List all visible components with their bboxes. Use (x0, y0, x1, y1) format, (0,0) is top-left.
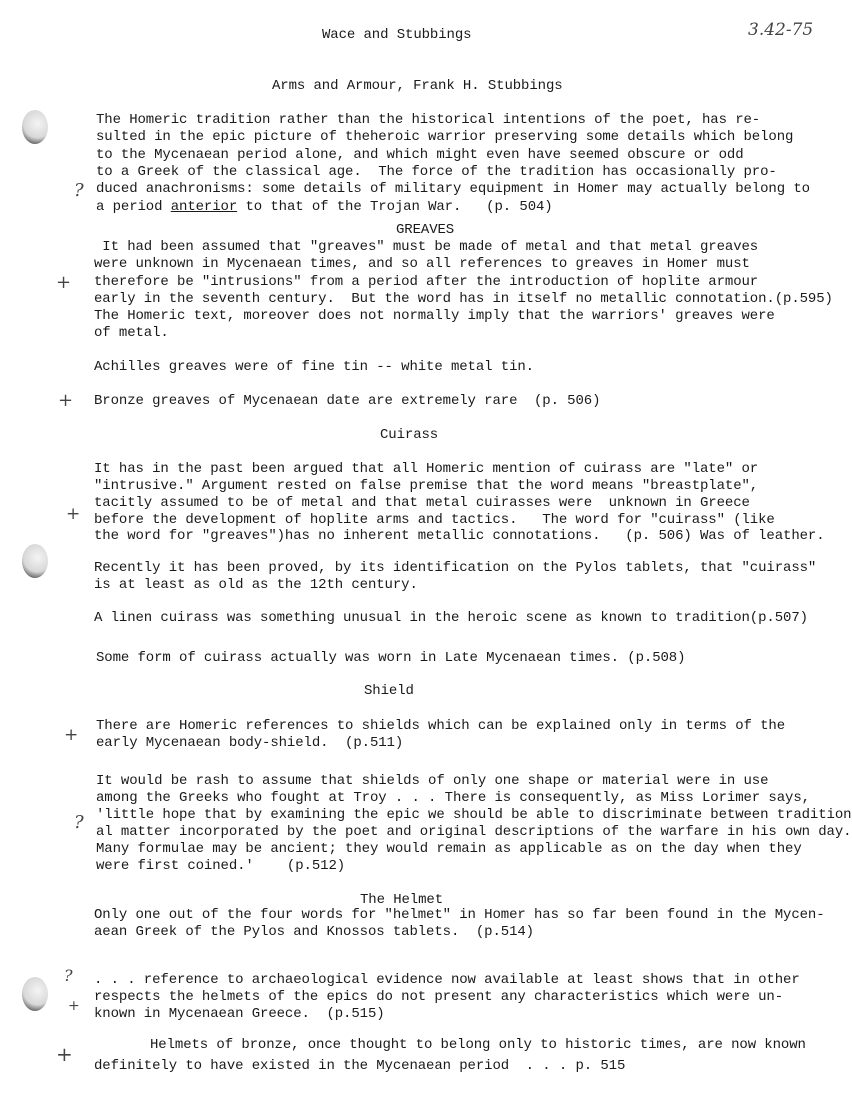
margin-plus-mark: + (66, 504, 81, 524)
section-heading-greaves: GREAVES (396, 222, 455, 238)
text-line: al matter incorporated by the poet and original descriptions of the warfare in his own day. (96, 824, 852, 840)
text-line: before the development of hoplite arms and tactics. The word for "cuirass" (like (94, 512, 775, 528)
text-line: Only one out of the four words for "helmet" in Homer has so far been found in the Mycen- (94, 907, 825, 923)
margin-plus-mark: + (56, 272, 72, 293)
text-line: . . . reference to archaeological evidence now available at least shows that in other (94, 972, 800, 988)
text-line: known in Mycenaean Greece. (p.515) (94, 1006, 385, 1022)
document-title: Arms and Armour, Frank H. Stubbings (272, 78, 563, 94)
text-line: The Homeric text, moreover does not normally imply that the warriors' greaves were (94, 308, 775, 324)
text-line: Bronze greaves of Mycenaean date are extremely rare (p. 506) (94, 393, 601, 409)
text-line: were first coined.' (p.512) (96, 858, 346, 874)
text-line: 'little hope that by examining the epic we should be able to discriminate between tradition (96, 807, 852, 823)
margin-question-mark: ? (74, 812, 84, 833)
text-line: tacitly assumed to be of metal and that metal cuirasses were unknown in Greece (94, 495, 750, 511)
text-line: of metal. (94, 325, 169, 341)
text-line: to a Greek of the classical age. The force of the tradition has occasionally pro- (96, 164, 777, 180)
text-line: It would be rash to assume that shields of only one shape or material were in use (96, 773, 769, 789)
text-line: Many formulae may be ancient; they would remain as applicable as on the day when they (96, 841, 802, 857)
handwritten-number: 3.42-75 (748, 20, 814, 40)
text-line (96, 199, 553, 215)
text-line: It has in the past been argued that all Homeric mention of cuirass are "late" or (94, 461, 759, 477)
margin-question-mark: ? (74, 180, 84, 201)
text: to that of the Trojan War. (p. 504) (237, 199, 553, 215)
section-heading-cuirass: Cuirass (380, 427, 439, 443)
margin-question-mark: ? (64, 966, 73, 985)
punch-hole (22, 544, 48, 578)
page-header: Wace and Stubbings (322, 27, 472, 43)
text-line: A linen cuirass was something unusual in the heroic scene as known to tradition(p.507) (94, 610, 808, 626)
text-line: "intrusive." Argument rested on false premise that the word means "breastplate", (94, 478, 759, 494)
text-line: among the Greeks who fought at Troy . . . There is consequently, as Miss Lorimer says, (96, 790, 810, 806)
text-line: early Mycenaean body-shield. (p.511) (96, 735, 404, 751)
text-line: It had been assumed that "greaves" must be made of metal and that metal greaves (94, 239, 759, 255)
text-line: duced anachronisms: some details of military equipment in Homer may actually belong to (96, 181, 810, 197)
text-line: Some form of cuirass actually was worn in Late Mycenaean times. (p.508) (96, 650, 686, 666)
text-line: therefore be "intrusions" from a period after the introduction of hoplite armour (94, 274, 759, 290)
text-line: Recently it has been proved, by its identification on the Pylos tablets, that "cuirass" (94, 560, 817, 576)
text-line: Helmets of bronze, once thought to belong only to historic times, are now known (150, 1037, 806, 1053)
text: a period (96, 199, 171, 215)
text-line: sulted in the epic picture of theheroic warrior preserving some details which belong (96, 129, 794, 145)
text-line: definitely to have existed in the Mycenaean period . . . p. 515 (94, 1058, 626, 1074)
text-line: were unknown in Mycenaean times, and so all references to greaves in Homer must (94, 256, 750, 272)
text-line: early in the seventh century. But the word has in itself no metallic connotation.(p.595) (94, 291, 833, 307)
margin-plus-mark: + (64, 725, 79, 745)
section-heading-shield: Shield (364, 683, 414, 699)
punch-hole (22, 110, 48, 144)
text-line: The Homeric tradition rather than the historical intentions of the poet, has re- (96, 112, 761, 128)
text-line: to the Mycenaean period alone, and which might even have seemed obscure or odd (96, 147, 744, 163)
text-line: is at least as old as the 12th century. (94, 577, 418, 593)
text-line: There are Homeric references to shields which can be explained only in terms of the (96, 718, 786, 734)
margin-plus-mark: + (68, 998, 80, 1014)
text-line: aean Greek of the Pylos and Knossos tablets. (p.514) (94, 924, 534, 940)
punch-hole (22, 977, 48, 1011)
section-heading-helmet: The Helmet (360, 892, 444, 908)
text-line: the word for "greaves")has no inherent metallic connotations. (p. 506) Was of leather. (94, 528, 825, 544)
margin-plus-mark: + (58, 390, 74, 411)
underlined-word: anterior (170, 199, 238, 215)
text-line: Achilles greaves were of fine tin -- white metal tin. (94, 359, 534, 375)
margin-plus-mark: + (56, 1042, 73, 1066)
text-line: respects the helmets of the epics do not present any characteristics which were un- (94, 989, 784, 1005)
